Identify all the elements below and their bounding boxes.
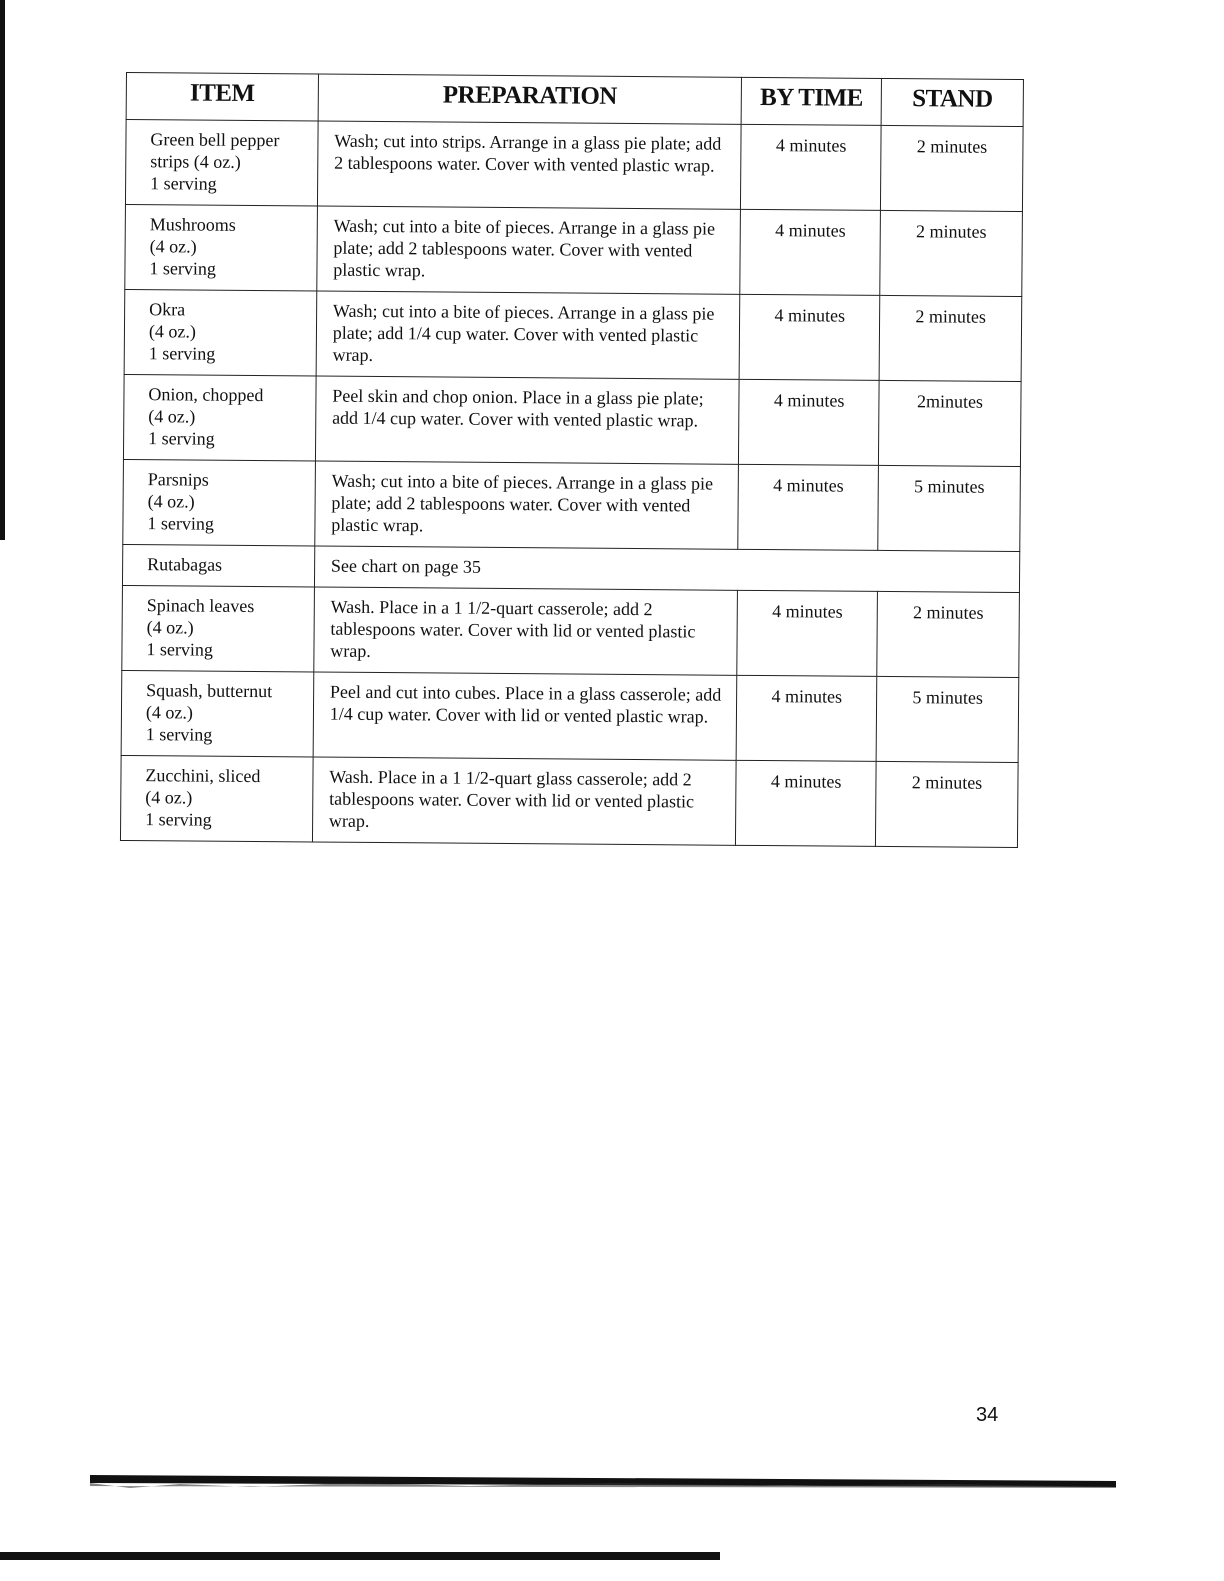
item-name: Squash, butternut xyxy=(146,680,273,702)
cooking-chart-table xyxy=(120,72,1024,848)
item-serving: 1 serving xyxy=(146,639,214,660)
item-quantity: (4 oz.) xyxy=(145,787,193,808)
header-by-time: BY TIME xyxy=(741,77,881,125)
item-cell xyxy=(121,670,313,757)
by-time-cell: 4 minutes xyxy=(739,379,880,465)
stand-cell: 5 minutes xyxy=(878,465,1021,551)
scan-edge-bottom xyxy=(0,1552,720,1560)
preparation-cell: Wash; cut into strips. Arrange in a glass pie plate; add 2 tablespoons water. Cover with vented plastic wrap. xyxy=(317,121,741,209)
table-row xyxy=(120,755,1018,847)
by-time-cell: 4 minutes xyxy=(736,675,877,761)
item-cell xyxy=(125,120,317,207)
stand-cell: 2 minutes xyxy=(880,210,1023,296)
item-name: Spinach leaves xyxy=(146,595,255,617)
by-time-cell: 4 minutes xyxy=(738,464,879,550)
item-quantity: strips (4 oz.) xyxy=(150,151,241,172)
table-header-row xyxy=(126,73,1023,127)
item-name: Okra xyxy=(149,299,186,320)
table-row xyxy=(125,120,1023,212)
item-name: Parsnips xyxy=(147,469,209,490)
stand-cell: 2 minutes xyxy=(877,591,1020,677)
item-cell xyxy=(122,544,314,587)
item-name: Zucchini, sliced xyxy=(145,765,261,787)
preparation-cell: Wash. Place in a 1 1/2-quart glass casserole; add 2 tablespoons water. Cover with lid or vented plastic wrap. xyxy=(312,757,736,845)
item-serving: 1 serving xyxy=(148,428,215,449)
item-serving: 1 serving xyxy=(145,724,213,745)
scan-edge-left xyxy=(0,0,5,540)
item-name: Mushrooms xyxy=(149,214,236,235)
item-quantity: (4 oz.) xyxy=(147,491,195,512)
item-quantity: (4 oz.) xyxy=(148,321,197,342)
by-time-cell: 4 minutes xyxy=(741,124,882,210)
item-serving: 1 serving xyxy=(145,809,212,830)
item-quantity: (4 oz.) xyxy=(148,406,196,427)
preparation-cell: Wash; cut into a bite of pieces. Arrange in a glass pie plate; add 1/4 cup water. Cover with vented plastic wrap. xyxy=(316,291,740,379)
item-cell xyxy=(122,585,314,672)
by-time-cell: 4 minutes xyxy=(740,209,881,295)
by-time-cell: 4 minutes xyxy=(737,590,878,676)
table-row xyxy=(125,204,1023,296)
preparation-cell: Wash; cut into a bite of pieces. Arrange in a glass pie plate; add 2 tablespoons water. Cover with vented plastic wrap. xyxy=(317,206,741,294)
stand-cell: 5 minutes xyxy=(876,676,1019,762)
preparation-cell: Wash; cut into a bite of pieces. Arrange in a glass pie plate; add 2 tablespoons water. Cover with vented plastic wrap. xyxy=(315,461,739,549)
stand-cell: 2 minutes xyxy=(879,295,1022,381)
preparation-cell: See chart on page 35 xyxy=(314,546,1019,593)
stand-cell: 2 minutes xyxy=(876,761,1019,847)
item-serving: 1 serving xyxy=(149,258,217,279)
header-stand: STAND xyxy=(881,78,1023,126)
item-quantity: (4 oz.) xyxy=(146,617,194,638)
item-cell xyxy=(123,459,315,546)
item-serving: 1 serving xyxy=(150,173,217,194)
footer-rule xyxy=(90,1471,1116,1493)
item-name: Onion, chopped xyxy=(148,384,264,406)
item-cell xyxy=(123,374,315,461)
item-serving: 1 serving xyxy=(148,343,216,364)
preparation-cell: Wash. Place in a 1 1/2-quart casserole; add 2 tablespoons water. Cover with lid or vented plastic wrap. xyxy=(314,587,738,675)
by-time-cell: 4 minutes xyxy=(736,760,877,846)
item-quantity: (4 oz.) xyxy=(145,702,194,723)
item-cell xyxy=(125,204,317,291)
item-quantity: (4 oz.) xyxy=(149,236,197,257)
header-preparation: PREPARATION xyxy=(318,74,742,124)
header-item: ITEM xyxy=(126,73,318,122)
table-row xyxy=(122,585,1020,677)
item-cell xyxy=(120,755,312,842)
table-row xyxy=(122,544,1019,592)
page-number: 34 xyxy=(976,1404,999,1426)
table-row xyxy=(124,289,1022,381)
stand-cell: 2minutes xyxy=(879,380,1022,466)
by-time-cell: 4 minutes xyxy=(739,294,880,380)
item-name: Green bell pepper xyxy=(150,129,280,151)
preparation-cell: Peel skin and chop onion. Place in a glass pie plate; add 1/4 cup water. Cover with vented plastic wrap. xyxy=(315,376,739,464)
item-name: Rutabagas xyxy=(147,554,223,575)
table-row xyxy=(123,374,1021,466)
table-row xyxy=(121,670,1019,762)
preparation-cell: Peel and cut into cubes. Place in a glass casserole; add 1/4 cup water. Cover with lid or vented plastic wrap. xyxy=(313,672,737,760)
table-row xyxy=(123,459,1021,551)
item-serving: 1 serving xyxy=(147,513,215,534)
stand-cell: 2 minutes xyxy=(881,125,1024,211)
item-cell xyxy=(124,289,316,376)
